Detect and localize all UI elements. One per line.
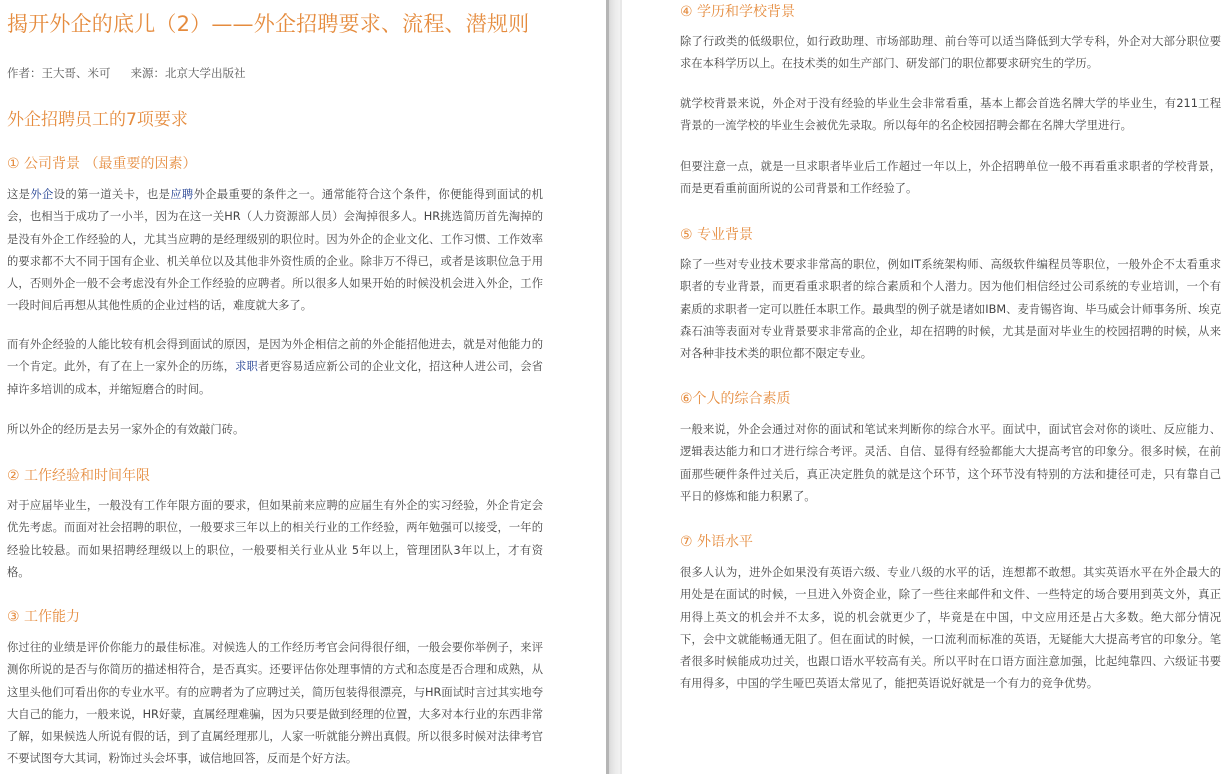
section-5-paragraph-1: 除了一些对专业技术要求非常高的职位，例如IT系统架构师、高级软件编程员等职位，一般外企不太看重求职者的专业背景，而更看重求职者的综合素质和个人潜力。因为他们相信经过公司系统的专业培训，一个有素质的求职者一定可以胜任本职工作。最典型的例子就是诸如IBM、麦肯锡咨询、毕马威会计师事务所、埃克森石油等表面对专业背景要求非常高的企业，却在招聘的时候，尤其是面对毕业生的校园招聘的时候，从来对各种非技术类的职位都不限定专业。 — [680, 258, 1221, 361]
main-heading: 外企招聘员工的7项要求 — [7, 110, 188, 130]
section-4-paragraph-3: 但要注意一点，就是一旦求职者毕业后工作超过一年以上，外企招聘单位一般不再看重求职者的学校背景，而是更看重前面所说的公司背景和工作经验了。 — [680, 160, 1221, 196]
section-2-paragraph-1: 对于应届毕业生，一般没有工作年限方面的要求，但如果前来应聘的应届生有外企的实习经验，外企肯定会优先考虑。而面对社会招聘的职位，一般要求三年以上的相关行业的工作经验，两年勉强可以接受，一年的经验比较悬。而如果招聘经理级以上的职位，一般要相关行业从业 5年以上，管理团队3年以上，才有资格。 — [7, 499, 543, 579]
article-title: 揭开外企的底儿（2）——外企招聘要求、流程、潜规则 — [7, 12, 530, 36]
section-heading-5: ⑤ 专业背景 — [680, 227, 754, 243]
left-page — [0, 0, 606, 774]
section-4-paragraph-2: 就学校背景来说，外企对于没有经验的毕业生会非常看重，基本上都会首选名牌大学的毕业生，有211工程背景的一流学校的毕业生会被优先录取。所以每年的名企校园招聘会都在名牌大学里进行。 — [680, 97, 1221, 133]
article-meta — [7, 64, 246, 82]
section-heading-4: ④ 学历和学校背景 — [680, 4, 796, 20]
section-1-paragraph-2: 而有外企经验的人能比较有机会得到面试的原因，是因为外企相信之前的外企能招他进去，就是对他能力的一个肯定。此外，有了在上一家外企的历练，求职者更容易适应新公司的企业文化，招这种人进公司，会省掉许多培训的成本，并缩短磨合的时间。 — [7, 338, 543, 396]
section-heading-3: ③ 工作能力 — [7, 609, 81, 625]
section-heading-6: ⑥个人的综合素质 — [680, 391, 791, 407]
section-7-paragraph-1: 很多人认为，进外企如果没有英语六级、专业八级的水平的话，连想都不敢想。其实英语水平在外企最大的用处是在面试的时候，一旦进入外资企业，除了一些往来邮件和文件、一些特定的场合要用到英文外，真正用得上英文的机会并不太多，说的机会就更少了，毕竟是在中国，中文应用还是占大多数。绝大部分情况下，会中文就能畅通无阻了。但在面试的时候，一口流利而标准的英语，无疑能大大提高考官的印象分。笔者很多时候能成功过关，也跟口语水平较高有关。所以平时在口语方面注意加强，比起纯靠四、六级证书要有用得多，中国的学生哑巴英语太常见了，能把英语说好就是一个有力的竞争优势。 — [680, 566, 1221, 691]
section-heading-7: ⑦ 外语水平 — [680, 534, 754, 550]
section-4-paragraph-1: 除了行政类的低级职位，如行政助理、市场部助理、前台等可以适当降低到大学专科，外企对大部分职位要求在本科学历以上。在技术类的如生产部门、研发部门的职位都要求研究生的学历。 — [680, 35, 1221, 71]
right-page — [622, 0, 1228, 774]
section-1-paragraph-3: 所以外企的经历是去另一家外企的有效敲门砖。 — [7, 423, 245, 436]
section-heading-2: ② 工作经验和时间年限 — [7, 468, 151, 484]
link-apply[interactable]: 应聘 — [170, 188, 194, 201]
section-6-paragraph-1: 一般来说，外企会通过对你的面试和笔试来判断你的综合水平。面试中，面试官会对你的谈吐、反应能力、逻辑表达能力和口才进行综合考评。灵活、自信、显得有经验都能大大提高考官的印象分。很多时候，在前面那些硬件条件过关后，真正决定胜负的就是这个环节，这个环节没有特别的方法和捷径可走，只有靠自己平日的修炼和能力积累了。 — [680, 423, 1221, 503]
link-job-seeking[interactable]: 求职 — [235, 360, 258, 374]
section-3-paragraph-1: 你过往的业绩是评价你能力的最佳标准。对候选人的工作经历考官会问得很仔细，一般会要你举例子，来评测你所说的是否与你简历的描述相符合，是否真实。还要评估你处理事情的方式和态度是否合理和成熟，从这里头他们可看出你的专业水平。有的应聘者为了应聘过关，简历包装得很漂亮，与HR面试时言过其实地夸大自己的能力，一般来说，HR好蒙，直属经理难骗，因为只要是做到经理的位置，大多对本行业的东西非常了解，如果候选人所说有假的话，到了直属经理那儿，人家一听就能分辨出真假。所以很多时候对法律考官不要试图夸大其词，粉饰过头会坏事，诚信地回答，反而是个好方法。 — [7, 641, 544, 766]
section-heading-1: ① 公司背景 （最重要的因素） — [7, 156, 197, 172]
page-gutter — [606, 0, 622, 774]
link-foreign-company[interactable]: 外企 — [30, 188, 54, 201]
section-1-paragraph-1: 这是外企设的第一道关卡，也是应聘外企最重要的条件之一。通常能符合这个条件，你便能得到面试的机会，也相当于成功了一小半，因为在这一关HR（人力资源部人员）会淘掉很多人。HR挑选简历首先淘掉的是没有外企工作经验的人，尤其当应聘的是经理级别的职位时。因为外企的企业文化、工作习惯、工作效率的要求都不大不同于国有企业、机关单位以及其他非外资性质的企业。除非万不得已，或者是该职位急于用人，否则外企一般不会考虑没有外企工作经验的应聘者。所以很多人如果开始的时候没机会进入外企，工作一段时间后再想从其他性质的企业过档的话，难度就大多了。 — [7, 188, 543, 313]
author-line: 作者：王大哥、米可 — [7, 66, 111, 80]
source-line: 来源：北京大学出版社 — [130, 66, 246, 80]
